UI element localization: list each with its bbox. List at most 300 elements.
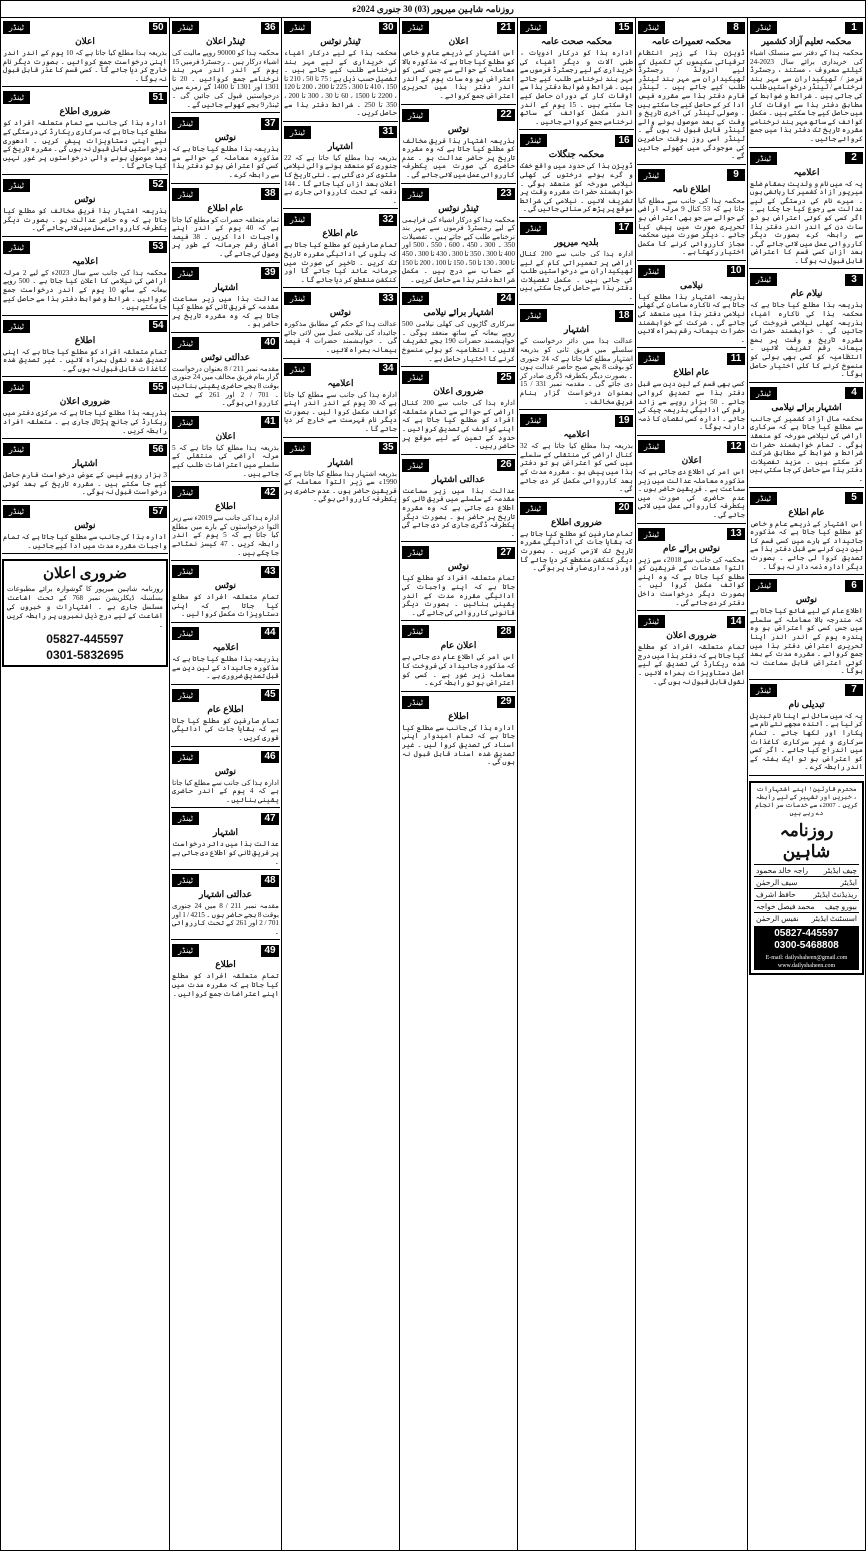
tender-badge: ٹینڈر [750, 387, 777, 400]
ad-body: تمام صارفین کو مطلع کیا جاتا ہے کہ بقایا جات کی ادائیگی فوری کریں ۔ [172, 716, 279, 742]
tender-badge: ٹینڈر [3, 241, 30, 254]
ad-headline: تبدیلی نام [788, 698, 825, 709]
ad-headline: اطلاع [215, 501, 236, 512]
column-2 [635, 18, 747, 1551]
ad-body: بذریعہ اشتہار ہذا مطلع کیا جاتا ہے کہ 1990ء سے زیر التوا معاملہ کے فریقین حاضر ہوں ۔ عدم حاضری پر یکطرفہ کارروائی ہوگی ۔ [284, 469, 397, 504]
staff-name: نفیس الرحمٰن [756, 914, 799, 924]
tender-badge: ٹینڈر [520, 222, 547, 235]
ad-headline: ٹینڈر نوٹس [438, 202, 479, 213]
ad-number: 11 [727, 353, 745, 365]
classified-ad[interactable] [519, 412, 634, 498]
classified-ad[interactable] [401, 457, 516, 543]
classified-ad[interactable] [283, 361, 398, 438]
classified-ad[interactable] [637, 613, 746, 689]
staff-name: محمد فیصل خواجہ [756, 902, 815, 912]
ad-number: 48 [261, 875, 279, 887]
notice-text: روزنامہ شاہین میرپور کا گوشوارہ برائے مطبوعات بسلسلہ ڈیکلریشن نمبر 768 کے تحت اشاعت مسلسل جاری ہے ۔ اشتہارات و خبروں کی اشاعت کے لیے درج ذیل نمبروں پر رابطہ کریں ۔ [7, 585, 164, 630]
notice-phone-1[interactable]: 05827-445597 [46, 632, 124, 647]
tender-badge: ٹینڈر [638, 352, 665, 365]
ad-number: 55 [149, 382, 167, 394]
phone-2[interactable]: 0300-5468808 [774, 940, 839, 952]
ad-headline: نوٹس برائے عام [662, 542, 721, 553]
tender-badge: ٹینڈر [402, 696, 429, 709]
ad-headline: عدالتی نوٹس [201, 351, 250, 362]
tender-badge: ٹینڈر [172, 812, 199, 825]
ad-headline: اشتہار برائے نیلامی [771, 401, 842, 412]
classified-ad[interactable] [519, 19, 634, 130]
classified-ad[interactable] [2, 503, 168, 554]
ad-headline: عام اطلاع [322, 228, 359, 239]
ad-body: ادارہ ہذا کو درکار ادویات ، طبی آلات و دیگر اشیاء کی خریداری کے لیے رجسٹرڈ فرموں سے مہر بند نرخنامے طلب کیے جاتے ہیں ۔ شرائط و ضوابط دفتر ہذا سے اوقات کار کے دوران حاصل کیے جا سکتے ہیں ۔ 15 یوم کے اندر اندر مکمل کوائف کے ساتھ نرخنامے جمع کروائے جائیں ۔ [520, 49, 633, 126]
ad-number: 42 [261, 487, 279, 499]
ad-body: مقدمہ نمبر 211 / 8 بعنوان درخواست گزار بنام فریق مخالف میں 24 جنوری بوقت 8 بجے حاضری یقینی بنائیں ۔ 701 / 2 اور 261 کے تحت کارروائی ہوگی ۔ [172, 364, 279, 408]
column-6 [169, 18, 281, 1551]
tender-badge: ٹینڈر [402, 21, 429, 34]
ad-headline: محکمہ صحت عامہ [540, 36, 613, 46]
ad-headline: اطلاع نامہ [672, 183, 711, 194]
ad-body: اس اشتہار کے ذریعے عام و خاص کو مطلع کیا جاتا ہے کہ مذکورہ بالا معاملہ کے حوالے سے جس کسی کو اعتراض ہو وہ سات یوم کے اندر اندر دفتر ہذا میں تحریری اعتراض جمع کروائے ۔ [402, 49, 515, 100]
ad-body: یہ کہ میں نام و ولدیت بمقام ضلع میرپور آزاد کشمیر کا رہائشی ہوں ۔ میرے نام کی درستگی کے لیے عدالت سے رجوع کیا جا چکا ہے ۔ اگر کسی کو کوئی اعتراض ہو تو سات دن کے اندر اندر دفتر ہذا سے رابطہ کرے بصورت دیگر کارروائی عمل میں لائی جائے گی ۔ بعد ازاں کسی قسم کا اعتراض قابل قبول نہ ہوگا ۔ [750, 179, 863, 265]
ad-body: بذریعہ ہذا مطلع کیا جاتا ہے کہ مذکورہ معاملہ کے حوالے سے کسی کو اعتراض ہو تو دفتر ہذا سے رابطہ کرے ۔ [172, 145, 279, 179]
classified-ad[interactable] [171, 265, 280, 333]
classified-ad[interactable] [401, 186, 516, 289]
staff-name: سیف الرحمٰن [756, 878, 798, 888]
tender-badge: ٹینڈر [402, 188, 429, 201]
column-3 [517, 18, 635, 1551]
ad-body: تمام صارفین کو مطلع کیا جاتا ہے کہ بلوں کی ادائیگی مقررہ تاریخ تک کریں ۔ تاخیر کی صورت میں جرمانہ عائد کیا جائے گا اور کنکشن منقطع کر دیا جائے گا ۔ [284, 241, 397, 284]
ad-body: بذریعہ ہذا مطلع کیا جاتا ہے کہ 5 مرلہ اراضی کی منتقلی کے سلسلے میں اعتراضات طلب کیے جاتے ہیں ۔ [172, 443, 279, 478]
tender-badge: ٹینڈر [172, 486, 199, 499]
tender-badge: ٹینڈر [402, 371, 429, 384]
ad-body: ادارہ ہذا کی جانب سے مطلع کیا جاتا ہے کہ تمام واجبات مقررہ مدت میں ادا کیے جائیں ۔ [3, 533, 167, 550]
classified-ad[interactable] [637, 438, 746, 524]
ad-headline: عام اطلاع [788, 506, 825, 517]
ad-headline: اطلاع [74, 334, 96, 345]
ad-body: اطلاع عام کے لیے شائع کیا جاتا ہے کہ مندرجہ بالا معاملہ کے سلسلے میں جس کسی کو اعتراض ہو وہ پندرہ یوم کے اندر اندر اپنا تحریری اعتراض دفتر ہذا میں جمع کروائے ۔ مقررہ مدت کے بعد کوئی اعتراض قابل سماعت نہ ہوگا ۔ [750, 607, 863, 676]
classified-ad[interactable] [637, 526, 746, 612]
tender-badge: ٹینڈر [172, 416, 199, 429]
classified-ad[interactable] [749, 682, 864, 776]
ad-headline: اعلامیہ [327, 377, 354, 388]
tender-badge: ٹینڈر [3, 505, 30, 518]
classified-ad[interactable] [401, 369, 516, 455]
classified-ad[interactable] [401, 694, 516, 770]
ad-headline: عام اطلاع [673, 367, 710, 378]
tender-badge: ٹینڈر [638, 265, 665, 278]
ad-number: 29 [497, 696, 515, 708]
ad-number: 7 [845, 684, 863, 696]
ad-number: 49 [261, 945, 279, 957]
ad-number: 25 [497, 372, 515, 384]
ad-number: 30 [379, 22, 397, 34]
tender-badge: ٹینڈر [3, 320, 30, 333]
column-4 [399, 18, 517, 1551]
tender-badge: ٹینڈر [3, 91, 30, 104]
ad-body: بذریعہ اشتہار ہذا مطلع کیا جاتا ہے کہ ناکارہ سامان کی کھلی نیلامی دفتر ہذا میں منعقد کی جائے گی ۔ شرکت کے خواہشمند حضرات بیعانہ رقم ہمراہ لائیں ۔ [638, 292, 745, 344]
classified-ad[interactable] [401, 623, 516, 691]
classified-ad[interactable] [171, 115, 280, 183]
ad-body: محکمہ ہذا کی جانب سے سال 2023ء کے لیے 2 مرلہ اراضی کی نیلامی کا اعلان کیا جاتا ہے ۔ 500 روپے بیعانہ کے ساتھ 10 یوم کے اندر درخواست جمع کروائیں ۔ شرائط و ضوابط دفتر ہذا سے حاصل کیے جا سکتے ہیں ۔ [3, 268, 167, 312]
tender-badge: ٹینڈر [3, 179, 30, 192]
classified-ad[interactable] [749, 385, 864, 488]
classified-ad[interactable] [749, 19, 864, 148]
ad-number: 31 [379, 126, 397, 138]
ad-headline: محکمہ تعلیم آزاد کشمیر [761, 36, 852, 46]
ad-number: 28 [497, 626, 515, 638]
tender-badge: ٹینڈر [284, 292, 311, 305]
ad-body: تمام متعلقہ افراد کو مطلع کیا جاتا ہے کہ مقررہ مدت میں اپنے اعتراضات جمع کروائیں ۔ [172, 972, 279, 998]
column-1 [747, 18, 865, 1551]
ad-headline: اشتہار برائے نیلامی [423, 307, 494, 318]
classified-ad[interactable] [749, 577, 864, 680]
tender-badge: ٹینڈر [402, 109, 429, 122]
ad-body: عدالت ہذا میں دائر درخواست پر فریق ثانی کو اطلاع دی جاتی ہے ۔ [172, 840, 279, 866]
ad-headline: ٹینڈر اعلان [205, 36, 246, 46]
tender-badge: ٹینڈر [172, 565, 199, 578]
ad-number: 24 [497, 293, 515, 305]
staff-name: حافظ اشرف [756, 890, 796, 900]
ad-headline: ٹینڈر نوٹس [320, 36, 361, 46]
tender-badge: ٹینڈر [402, 546, 429, 559]
ad-body: تمام متعلقہ افراد کو مطلع کیا جاتا ہے کہ اپنی تصدیق شدہ نقول ہمراہ لائیں ۔ غیر تصدیق شدہ کاغذات قابل قبول نہ ہوں گے ۔ [3, 347, 167, 373]
classified-ad[interactable] [171, 810, 280, 870]
classified-ad[interactable] [637, 350, 746, 436]
ad-headline: نوٹس [74, 193, 96, 204]
tender-badge: ٹینڈر [172, 21, 199, 34]
tender-badge: ٹینڈر [284, 21, 311, 34]
ad-body: عدالت ہذا میں زیر سماعت مقدمہ کے سلسلے میں فریق ثانی کو اطلاع دی جاتی ہے کہ وہ مقررہ تاریخ پر حاضر ہو ۔ بصورت دیگر یکطرفہ ڈگری جاری کر دی جائے گی ۔ [402, 486, 515, 538]
ad-body: سرکاری گاڑیوں کی کھلی نیلامی 500 روپے بیعانہ کے ساتھ منعقد ہوگی ۔ خواہشمند حضرات 190 بجے تشریف لائیں ۔ انتظامیہ کو بولی منسوخ کرنے کا اختیار حاصل ہے ۔ [402, 320, 515, 363]
ad-number: 19 [615, 415, 633, 427]
classified-ad[interactable] [171, 335, 280, 412]
tender-badge: ٹینڈر [402, 292, 429, 305]
ad-headline: نوٹس [447, 123, 470, 134]
ad-body: 3 ہزار روپے فیس کے عوض درخواست فارم حاصل کیے جا سکتے ہیں ۔ مقررہ تاریخ کے بعد کوئی درخواست قبول نہ ہوگی ۔ [3, 471, 167, 497]
tender-badge: ٹینڈر [750, 152, 777, 165]
ad-body: ادارہ ہذا کی جانب سے تمام متعلقہ افراد کو مطلع کیا جاتا ہے کہ سرکاری ریکارڈ کی درستگی کے لیے اپنی دستاویزات پیش کریں ۔ ادھوری درخواستیں قابل قبول نہ ہوں گی ۔ مقررہ تاریخ کے بعد موصول ہونے والی درخواستوں پر غور نہیں کیا جائے گا ۔ [3, 119, 167, 171]
classified-ad[interactable] [519, 220, 634, 306]
ad-number: 21 [497, 22, 515, 34]
ad-number: 32 [379, 214, 397, 226]
ad-headline: نوٹس [214, 580, 237, 591]
ad-number: 12 [727, 441, 745, 453]
classified-ad[interactable] [283, 440, 398, 507]
ad-headline: ضروری اعلان [666, 630, 717, 641]
tender-badge: ٹینڈر [172, 627, 199, 640]
ad-number: 54 [149, 320, 167, 332]
classified-ad[interactable] [637, 167, 746, 261]
ad-headline: اطلاع عام [207, 703, 244, 714]
ad-body: تمام متعلقہ افراد کو مطلع کیا جاتا ہے کہ اپنی دستاویزات مکمل کروا لیں ۔ [172, 593, 279, 619]
ad-number: 16 [615, 135, 633, 147]
ad-number: 3 [845, 274, 863, 286]
classified-ad[interactable] [283, 211, 398, 288]
ad-number: 44 [261, 627, 279, 639]
tender-badge: ٹینڈر [750, 21, 777, 34]
tender-badge: ٹینڈر [520, 309, 547, 322]
tender-badge: ٹینڈر [172, 337, 199, 350]
ad-number: 52 [149, 179, 167, 191]
ad-number: 56 [149, 444, 167, 456]
ad-body: ادارہ ہذا کی جانب سے 200 کنال اراضی پر تعمیراتی کام کے لیے ٹھیکیداران سے درخواستیں طلب کی جاتی ہیں ۔ مکمل تفصیلات دفتر ہذا سے حاصل کی جا سکتی ہیں ۔ [520, 249, 633, 301]
classified-ad[interactable] [401, 544, 516, 621]
staff-role: ایڈیٹر [840, 878, 857, 888]
ad-headline: اشتہار [212, 827, 239, 838]
classified-ad[interactable] [2, 19, 168, 87]
classified-ad[interactable] [283, 124, 398, 210]
ad-headline: اطلاع [215, 959, 236, 970]
tender-badge: ٹینڈر [402, 625, 429, 638]
ad-number: 8 [727, 22, 745, 34]
ad-number: 6 [845, 580, 863, 592]
classified-ad[interactable] [749, 150, 864, 270]
ad-number: 14 [727, 616, 745, 628]
classified-ad[interactable] [519, 500, 634, 576]
staff-row [754, 876, 859, 888]
classified-ad[interactable] [2, 318, 168, 378]
ad-body: ادارہ ہذا کی جانب سے مطلع کیا جاتا ہے کہ 30 یوم کے اندر اندر اپنے کوائف مکمل کروا لیں ۔ بصورت دیگر نام فہرست سے خارج کر دیا جائے گا ۔ [284, 390, 397, 434]
tender-badge: ٹینڈر [172, 117, 199, 130]
ad-number: 17 [615, 222, 633, 234]
classified-ad[interactable] [401, 290, 516, 367]
ad-body: تمام متعلقہ افراد کو مطلع کیا جاتا ہے کہ دفتر ہذا میں درج شدہ ریکارڈ کی تصدیق کے لیے اصل دستاویزات ہمراہ لائیں ۔ نقول قابل قبول نہ ہوں گی ۔ [638, 643, 745, 686]
ad-number: 47 [261, 813, 279, 825]
staff-row [754, 912, 859, 924]
classified-ad[interactable] [171, 19, 280, 113]
ad-number: 57 [149, 506, 167, 518]
ad-body: اس اشتہار کے ذریعے عام و خاص کو مطلع کیا جاتا ہے کہ مذکورہ جائیداد کے بارے میں کسی قسم کا لین دین کرنے سے قبل دفتر ہذا سے تصدیق کروا لی جائے ۔ بصورت دیگر ادارہ ذمہ دار نہ ہوگا ۔ [750, 519, 863, 571]
ad-number: 51 [149, 92, 167, 104]
ad-headline: نیلامی [680, 279, 703, 290]
ad-headline: نوٹس [329, 307, 352, 318]
classified-ad[interactable] [2, 89, 168, 175]
classified-ad[interactable] [171, 872, 280, 940]
ad-headline: نیلام عام [790, 288, 823, 299]
ad-number: 13 [727, 528, 745, 540]
classified-ad[interactable] [749, 271, 864, 382]
column-7 [1, 18, 169, 1551]
classified-ad[interactable] [171, 749, 280, 809]
ad-body: عدالت ہذا میں زیر سماعت مقدمہ کے فریق ثانی کو مطلع کیا جاتا ہے کہ وہ مقررہ تاریخ پر حاضر ہو ۔ [172, 294, 279, 329]
ad-headline: اشتہار [212, 281, 239, 292]
tender-badge: ٹینڈر [638, 21, 665, 34]
tender-badge: ٹینڈر [172, 689, 199, 702]
ad-number: 18 [615, 310, 633, 322]
publisher-email[interactable]: E-mail: dailyshaheen@gmail.com [754, 954, 859, 962]
tender-badge: ٹینڈر [638, 528, 665, 541]
ad-body: بذریعہ ہذا مطلع کیا جاتا ہے کہ مذکورہ جائیداد کے لین دین سے قبل تصدیق ضروری ہے ۔ [172, 654, 279, 681]
tender-badge: ٹینڈر [284, 363, 311, 376]
tender-badge: ٹینڈر [520, 21, 547, 34]
ad-body: محکمہ مال آزاد کشمیر کی جانب سے مطلع کیا جاتا ہے کہ سرکاری اراضی کی نیلامی مورخہ کو منعقد ہوگی ۔ تمام خواہشمند حضرات شرائط و ضوابط کے مطابق شرکت کر سکتے ہیں ۔ مزید تفصیلات دفتر ہذا سے حاصل کی جا سکتی ہیں ۔ [750, 414, 863, 483]
ad-headline: اشتہار [327, 140, 354, 151]
ad-body: بذریعہ ہذا مطلع کیا جاتا ہے کہ 10 یوم کے اندر اندر اپنی درخواست جمع کروائیں ۔ بصورت دیگر نام خارج کر دیا جائے گا ۔ کسی قسم کا عذر قابل قبول نہ ہوگا ۔ [3, 49, 168, 83]
ad-headline: عدالتی اشتہار [199, 889, 252, 900]
tender-badge: ٹینڈر [284, 442, 311, 455]
classified-ad[interactable] [519, 132, 634, 218]
masthead: روزنامہ شاہین میرپور (03) 30 جنوری 2024ء [1, 1, 865, 18]
classified-ad[interactable] [749, 490, 864, 576]
staff-role: اسسٹنٹ ایڈیٹر [811, 914, 857, 924]
classified-ad[interactable] [283, 19, 398, 122]
tender-badge: ٹینڈر [750, 492, 777, 505]
publisher-phones[interactable] [754, 926, 859, 954]
ad-headline: ضروری اعلان [59, 396, 111, 407]
tender-badge: ٹینڈر [520, 502, 547, 515]
classified-ad[interactable] [171, 484, 280, 561]
classified-ad[interactable] [401, 19, 516, 105]
staff-role: بیورو چیف [824, 902, 857, 912]
classified-ad[interactable] [171, 942, 280, 1001]
tender-badge: ٹینڈر [638, 615, 665, 628]
classified-ad[interactable] [637, 263, 746, 349]
classified-ad[interactable] [519, 307, 634, 410]
classified-ad[interactable] [401, 107, 516, 184]
ad-number: 4 [845, 387, 863, 399]
ad-body: محکمہ ہذا کی جانب سے مطلع کیا جاتا ہے کہ 53 کنال 9 مرلہ اراضی کے حوالے سے جو بھی اعتراض ہو تحریری صورت میں پیش کیا جائے ۔ دیگر صورت میں محکمہ مجاز کارروائی کرنے کا مکمل اختیار رکھتا ہے ۔ [638, 196, 745, 257]
ad-body: بذریعہ ہذا مطلع کیا جاتا ہے کہ محکمہ ہذا کی ناکارہ اشیاء بذریعہ کھلی نیلامی فروخت کی جائیں گی ۔ خواہشمند حضرات مقررہ تاریخ و وقت پر بمع بیعانہ رقم تشریف لائیں ۔ انتظامیہ کو کسی بھی بولی کو منسوخ کرنے کا کلی اختیار حاصل ہوگا ۔ [750, 301, 863, 379]
ad-number: 2 [845, 152, 863, 164]
ad-body: ڈویژن ہذا کے زیر انتظام ترقیاتی سکیموں کی تکمیل کے لیے انرولڈ / رجسٹرڈ ٹھیکیداران سے مہر بند ٹینڈر طلب کیے جاتے ہیں ۔ ٹینڈر فارم دفتر ہذا سے مقررہ فیس ادا کر کے حاصل کیے جا سکتے ہیں ۔ وصولی ٹینڈر کی آخری تاریخ و وقت کے بعد موصول ہونے والے ٹینڈر قابل قبول نہ ہوں گے ۔ ٹینڈر اسی روز بوقت حاضرین کی موجودگی میں کھولے جائیں گے ۔ [638, 49, 745, 161]
ad-headline: اعلان [681, 455, 702, 465]
ad-headline: اشتہار [327, 456, 354, 467]
ad-headline: نوٹس [214, 132, 237, 143]
ad-number: 20 [615, 502, 633, 514]
notice-box[interactable] [2, 559, 168, 667]
phone-1[interactable]: 05827-445597 [774, 928, 839, 940]
ad-body: ادارہ ہذا کی جانب سے مطلع کیا جاتا ہے کہ 4 یوم کے اندر حاضری یقینی بنائیں ۔ [172, 778, 279, 804]
tender-badge: ٹینڈر [520, 414, 547, 427]
publisher-website[interactable]: www.dailyshaheen.com [754, 962, 859, 970]
ad-number: 37 [261, 118, 279, 130]
ad-body: ادارہ ہذا کی جانب سے 200 کنال اراضی کے حوالے سے تمام متعلقہ افراد کو مطلع کیا جاتا ہے کہ اپنے کوائف کی تصدیق کروائیں ۔ حدود کے تعین کے لیے موقع پر حاضر رہیں ۔ [402, 399, 515, 451]
ad-number: 10 [727, 265, 745, 277]
ad-number: 36 [261, 22, 279, 34]
staff-name: راجہ خالد محمود [756, 866, 809, 876]
ad-number: 46 [261, 751, 279, 763]
ad-number: 34 [379, 363, 397, 375]
ad-headline: نوٹس [74, 520, 96, 531]
ad-number: 45 [261, 689, 279, 701]
ad-body: محکمہ کی جانب سے 2018ء سے زیر التوا مقدمات کے فریقین کو مطلع کیا جاتا ہے کہ وہ اپنے کوائف مکمل کروا لیں ۔ بصورت دیگر درخواست داخل دفتر کر دی جائے گی ۔ [638, 555, 745, 607]
ad-number: 39 [261, 267, 279, 279]
classified-ad[interactable] [2, 441, 168, 501]
tender-badge: ٹینڈر [172, 944, 199, 957]
tender-badge: ٹینڈر [284, 213, 311, 226]
ad-body: ادارہ ہذا کی جانب سے 2019ء سے زیر التوا درخواستوں کے بارے میں مطلع کیا جاتا ہے کہ 5 یوم کے اندر رابطہ کریں ۔ 47 کیسز نمٹائے جا چکے ہیں ۔ [172, 514, 279, 557]
ad-body: بذریعہ ہذا مطلع کیا جاتا ہے کہ 22 جنوری کو منعقد ہونے والی نیلامی ملتوی کر دی گئی ہے ۔ نئی تاریخ کا اعلان بعد ازاں کیا جائے گا ۔ 144 دفعہ کے تحت کارروائی جاری ہے ۔ [284, 153, 397, 205]
ad-body: مقدمہ نمبر 211 / 8 میں 24 جنوری بوقت 8 بجے حاضر ہوں ۔ 4215 / 1 اور 701 / 2 اور 261 کے تحت کارروائی ۔ [172, 902, 279, 936]
notice-phone-2[interactable]: 0301-5832695 [46, 648, 124, 663]
ad-headline: اعلان [215, 430, 236, 441]
classified-ad[interactable] [171, 687, 280, 747]
ad-body: بذریعہ ہذا مطلع کیا جاتا ہے کہ مرکزی دفتر میں ریکارڈ کی جانچ پڑتال جاری ہے ۔ متعلقہ افراد رابطہ کریں ۔ [3, 409, 167, 435]
ad-body: اس امر کی اطلاع عام دی جاتی ہے کہ مذکورہ جائیداد کی فروخت کا معاملہ زیر غور ہے ۔ کسی کو اعتراض ہو تو رابطہ کرے ۔ [402, 653, 515, 688]
ad-number: 9 [727, 169, 745, 181]
ad-body: تمام صارفین کو مطلع کیا جاتا ہے کہ بقایا جات کی ادائیگی مقررہ تاریخ تک لازمی کریں ۔ بصورت دیگر کنکشن منقطع کر دیا جائے گا اور ذمہ داری صارف پر ہوگی ۔ [520, 529, 633, 573]
ad-body: محکمہ ہذا کے لیے درکار اشیاء کی خریداری کے لیے مہر بند نرخنامے طلب کیے جاتے ہیں ۔ تفصیل حسب ذیل ہے : 75 تا 50 ، 210 تا 150 ، 410 تا 300 ، 225 تا 200 ، 200 تا 120 ، 2200 تا 1500 ، 60 تا 30 ، 300 تا 200 ، 350 تا 250 ۔ شرائط دفتر ہذا سے حاصل کریں ۔ [284, 49, 397, 118]
ad-body: بذریعہ اشتہار ہذا فریق مخالف کو مطلع کیا جاتا ہے کہ وہ مقررہ تاریخ پر حاضر عدالت ہو ۔ عدم حاضری کی صورت میں یکطرفہ کارروائی عمل میں لائی جائے گی ۔ [402, 136, 515, 179]
tender-badge: ٹینڈر [750, 684, 777, 697]
ad-number: 33 [379, 293, 397, 305]
classified-ad[interactable] [2, 239, 168, 316]
column-5 [281, 18, 399, 1551]
ad-headline: اطلاع [448, 710, 469, 721]
ad-body: بذریعہ اشتہار ہذا فریق مخالف کو مطلع کیا جاتا ہے کہ وہ حاضر عدالت ہو ۔ بصورت دیگر یکطرفہ کارروائی عمل میں لائی جائے گی ۔ [3, 206, 167, 233]
tender-badge: ٹینڈر [402, 459, 429, 472]
ad-body: محکمہ ہذا کو درکار اشیاء کی فراہمی کے لیے رجسٹرڈ فرموں سے مہر بند نرخنامے طلب کیے جاتے ہیں ۔ تفصیلات 350 ۔ 300 ، 450 ، 600 ، 550 ، 500 اور 400 تا 300 ، 350 تا 300 ، 430 تا 300 ، 450 تا 300 ، 130 تا 50 ، 150 تا 100 ، 200 تا 150 کے حساب سے درج ہیں ۔ مکمل شرائط دفتر ہذا سے حاصل کریں ۔ [402, 215, 516, 284]
ad-number: 26 [497, 459, 515, 471]
tender-badge: ٹینڈر [172, 751, 199, 764]
ad-headline: اشتہار [563, 324, 590, 335]
tender-badge: ٹینڈر [750, 579, 777, 592]
publisher-ad-tagline: محترم قارئین ! اپنے اشتہارات ، خبریں اور تشہیر کے لیے رابطہ کریں ۔ 2007ء سے خدمات سر انجام دے رہے ہیں [755, 786, 858, 818]
tender-badge: ٹینڈر [638, 169, 665, 182]
ad-number: 50 [149, 22, 167, 34]
tender-badge: ٹینڈر [3, 21, 30, 34]
ad-body: محکمہ ہذا کے دفتر سے منسلک اشیاء کی خریداری برائے سال 2023-24 کیلئے معروف ، مستند ، رجسٹرڈ فرمز / ٹھیکیداران سے مہر بند نرخنامے / ٹینڈر درخواستیں طلب کی جاتی ہیں ۔ شرائط و ضوابط کے مطابق دفتر ہذا سے اوقات کار میں حاصل کیے جا سکتے ہیں ۔ مکمل کوائف کے ساتھ مہر بند نرخنامے مقررہ تاریخ تک دفتر ہذا میں جمع کروائے جائیں ۔ [750, 49, 863, 143]
classified-ad[interactable] [283, 290, 398, 358]
ad-headline: محکمہ جنگلات [548, 149, 605, 160]
classified-ad[interactable] [171, 563, 280, 623]
ad-headline: محکمہ تعمیرات عامہ [651, 36, 732, 46]
ad-number: 5 [845, 492, 863, 504]
tender-badge: ٹینڈر [172, 188, 199, 201]
tender-badge: ٹینڈر [520, 134, 547, 147]
classified-ad[interactable] [2, 379, 168, 439]
ad-body: تمام متعلقہ افراد کو مطلع کیا جاتا ہے کہ اپنے واجبات کی ادائیگی مقررہ مدت کے اندر یقینی بنائیں ۔ بصورت دیگر قانونی کارروائی کی جائے گی ۔ [402, 574, 515, 617]
classified-ad[interactable] [171, 625, 280, 685]
ad-body: اس امر کی اطلاع دی جاتی ہے کہ مذکورہ معاملہ عدالت میں زیر سماعت ہے ۔ فریقین حاضر ہوں ۔ عدم حاضری کی صورت میں یکطرفہ کارروائی عمل میں لائی جائے گی ۔ [638, 468, 745, 519]
staff-role: چیف ایڈیٹر [823, 866, 857, 876]
ad-body: عدالت ہذا میں دائر درخواست کے سلسلے میں فریق ثانی کو بذریعہ اشتہار مطلع کیا جاتا ہے کہ 24 جنوری کو بوقت 8 بجے صبح حاضر عدالت ہوں ۔ بصورت دیگر یکطرفہ ڈگری صادر کر دی جائے گی ۔ مقدمہ نمبر 331 / 15 بعنوان درخواست گزار بنام فریق مخالف ۔ [520, 337, 634, 406]
tender-badge: ٹینڈر [172, 267, 199, 280]
ad-body: کسی بھی قسم کے لین دین سے قبل دفتر ہذا سے تصدیق کروائی جائے ۔ 50 ہزار روپے سے زائد رقم کی ادائیگی بذریعہ چیک کی جائے ۔ ادارہ کسی نقصان کا ذمہ دار نہ ہوگا ۔ [638, 380, 745, 432]
tender-badge: ٹینڈر [172, 874, 199, 887]
ad-body: تمام متعلقہ حضرات کو مطلع کیا جاتا ہے کہ 40 یوم کے اندر اپنے واجبات ادا کریں ۔ 38 فیصد اضافی رقم جرمانہ کے طور پر وصول کی جائے گی ۔ [172, 215, 280, 258]
ad-body: ادارہ ہذا کی جانب سے مطلع کیا جاتا ہے کہ تمام امیدوار اپنی اسناد کی تصدیق کروا لیں ۔ غیر تصدیق شدہ اسناد قابل قبول نہ ہوں گی ۔ [402, 723, 515, 767]
ad-headline: اعلامیہ [793, 166, 820, 177]
publisher-logo: روزنامہ شاہین [779, 821, 834, 862]
ad-body: بذریعہ ہذا مطلع کیا جاتا ہے کہ 32 کنال اراضی کی منتقلی کے سلسلے میں کسی کو اعتراض ہو تو دفتر ہذا میں پیش ہو ۔ مقررہ مدت کے بعد کارروائی مکمل کر دی جائے گی ۔ [520, 442, 633, 494]
ad-body: عدالت ہذا کے حکم کے مطابق مذکورہ جائیداد کی نیلامی عمل میں لائی جائے گی ۔ خواہشمند حضرات 4 فیصد بیعانہ ہمراہ لائیں ۔ [284, 320, 397, 355]
staff-role: ریذیڈنٹ ایڈیٹر [813, 890, 857, 900]
ad-body: یہ کہ میں سائل نے اپنا نام تبدیل کر لیا ہے ۔ آئندہ مجھے نئے نام سے پکارا اور لکھا جائے ۔ تمام سرکاری و غیر سرکاری کاغذات میں اندراج کیا جائے ۔ اگر کسی کو اعتراض ہو تو ایک ہفتہ کے اندر رابطہ کرے ۔ [750, 711, 863, 772]
ad-number: 40 [261, 337, 279, 349]
ad-headline: نوٹس [447, 561, 470, 572]
ad-headline: ضروری اعلان [433, 386, 484, 397]
ad-number: 41 [261, 416, 279, 428]
ad-number: 1 [845, 22, 863, 34]
ad-number: 22 [497, 109, 515, 121]
ad-headline: عدالتی اشتہار [432, 473, 485, 484]
ad-number: 27 [497, 547, 515, 559]
ad-headline: ضروری اطلاع [59, 106, 111, 117]
classified-ad[interactable] [2, 177, 168, 237]
ad-headline: اعلامیہ [71, 255, 99, 266]
ad-headline: ضروری اطلاع [551, 516, 602, 527]
tender-badge: ٹینڈر [3, 381, 30, 394]
publisher-ad-box[interactable] [749, 781, 864, 975]
ad-headline: نوٹس [795, 594, 818, 605]
classified-ad[interactable] [171, 186, 280, 263]
tender-badge: ٹینڈر [284, 126, 311, 139]
ad-number: 23 [497, 188, 515, 200]
ad-headline: اشتہار [72, 458, 98, 469]
ad-headline: اعلامیہ [563, 429, 590, 440]
classified-ad[interactable] [637, 19, 746, 165]
classified-ad[interactable] [171, 414, 280, 482]
